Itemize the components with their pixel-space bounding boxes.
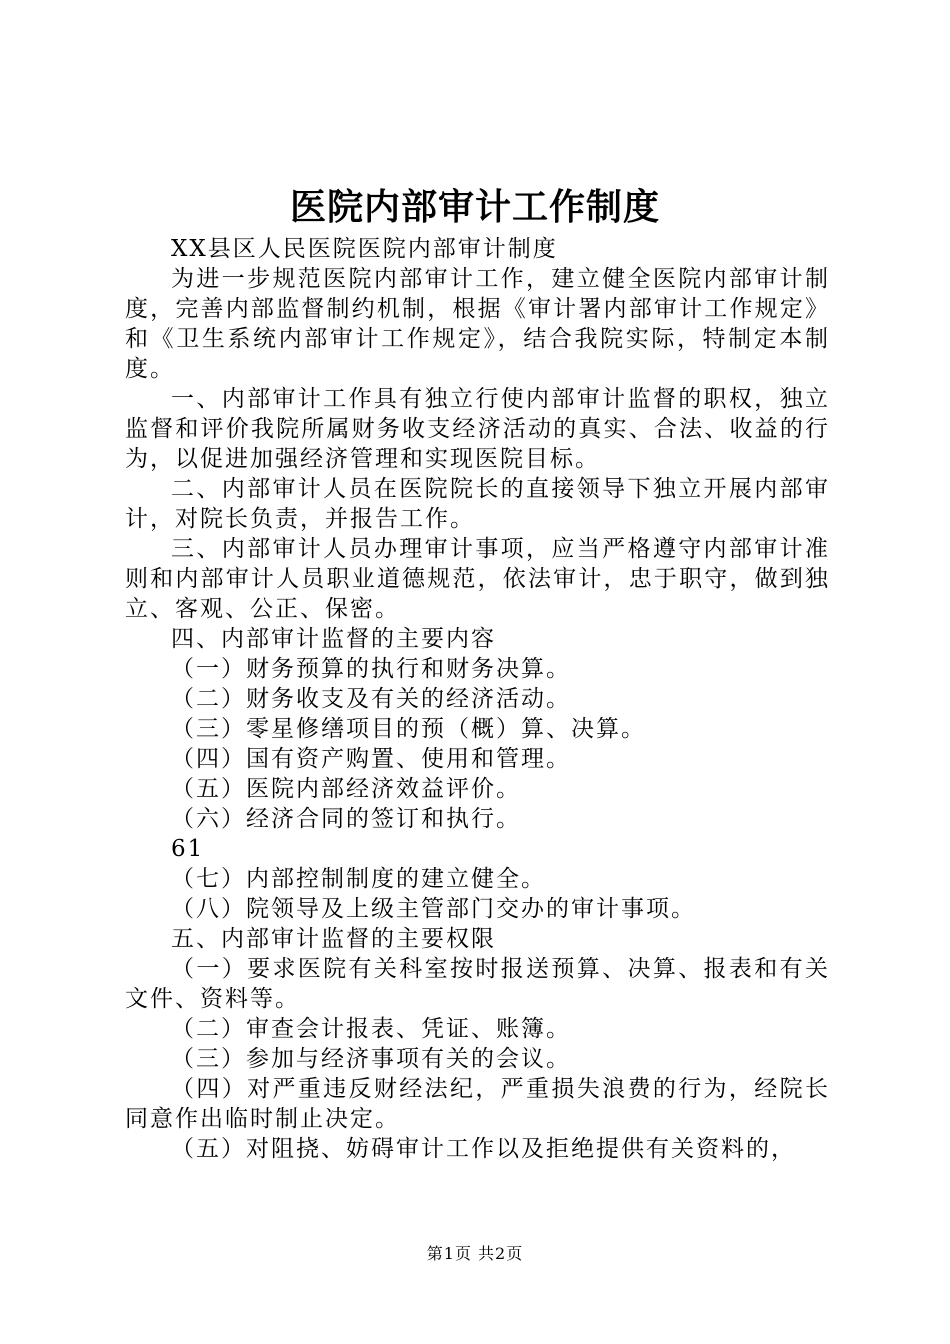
paragraph: （五）对阻挠、妨碍审计工作以及拒绝提供有关资料的， [171, 1136, 796, 1162]
paragraph: （四）国有资产购置、使用和管理。 [171, 746, 571, 772]
paragraph: 61 [171, 836, 205, 862]
paragraph: （八）院领导及上级主管部门交办的审计事项。 [171, 896, 696, 922]
paragraph: （三）零星修缮项目的预（概）算、决算。 [171, 716, 646, 742]
paragraph: 五、内部审计监督的主要权限 [171, 926, 496, 952]
paragraph: （五）医院内部经济效益评价。 [171, 776, 521, 802]
paragraph: XX县区人民医院医院内部审计制度 [171, 236, 558, 262]
paragraph: （一）要求医院有关科室按时报送预算、决算、报表和有关文件、资料等。 [125, 956, 830, 1012]
paragraph: 二、内部审计人员在医院院长的直接领导下独立开展内部审计，对院长负责，并报告工作。 [125, 476, 830, 532]
paragraph: （一）财务预算的执行和财务决算。 [171, 656, 571, 682]
page-footer: 第1页 共2页 [426, 1244, 524, 1263]
paragraph: 为进一步规范医院内部审计工作，建立健全医院内部审计制度，完善内部监督制约机制，根据《审计署内部审计工作规定》和《卫生系统内部审计工作规定》，结合我院实际，特制定本制度。 [125, 266, 830, 382]
paragraph: 一、内部审计工作具有独立行使内部审计监督的职权，独立监督和评价我院所属财务收支经济活动的真实、合法、收益的行为，以促进加强经济管理和实现医院目标。 [125, 386, 830, 472]
paragraph: （四）对严重违反财经法纪，严重损失浪费的行为，经院长同意作出临时制止决定。 [125, 1076, 830, 1132]
paragraph: （二）财务收支及有关的经济活动。 [171, 686, 571, 712]
paragraph: （七）内部控制制度的建立健全。 [171, 866, 546, 892]
paragraph: （六）经济合同的签订和执行。 [171, 806, 521, 832]
paragraph: 四、内部审计监督的主要内容 [171, 626, 496, 652]
document-body [125, 234, 830, 1164]
paragraph: （二）审查会计报表、凭证、账簿。 [171, 1016, 571, 1042]
paragraph: 三、内部审计人员办理审计事项，应当严格遵守内部审计准则和内部审计人员职业道德规范，依法审计，忠于职守，做到独立、客观、公正、保密。 [125, 536, 830, 622]
paragraph: （三）参加与经济事项有关的会议。 [171, 1046, 571, 1072]
document-title: 医院内部审计工作制度 [289, 187, 660, 228]
